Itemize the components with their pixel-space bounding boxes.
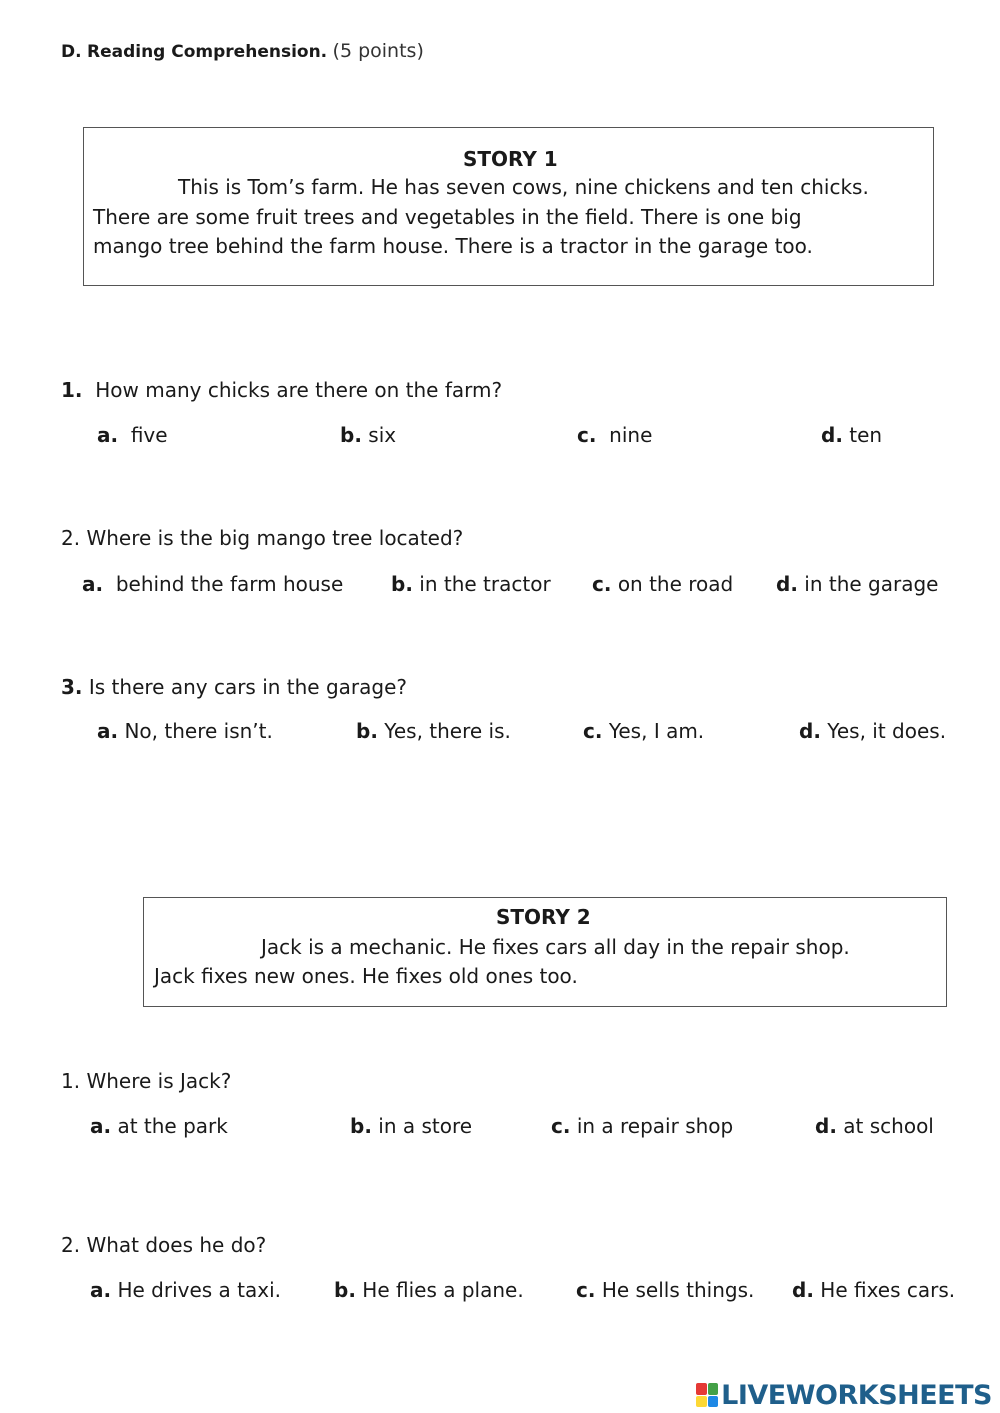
question-text: Where is the big mango tree located? [86, 526, 464, 550]
option-s2q1-a[interactable] [90, 1114, 228, 1138]
option-s2q2-a[interactable] [90, 1278, 281, 1302]
section-header [61, 40, 424, 62]
option-s1q2-b[interactable] [391, 572, 551, 596]
option-s1q2-c[interactable] [592, 572, 733, 596]
option-text: Yes, I am. [608, 719, 705, 743]
story-2-line: Jack is a mechanic. He fixes cars all day in the repair shop. [261, 935, 850, 959]
logo-icon [696, 1383, 718, 1407]
option-s1q3-d[interactable] [799, 719, 946, 743]
option-letter: c. [576, 1278, 596, 1302]
logo-square [708, 1383, 719, 1395]
option-s1q3-c[interactable] [583, 719, 704, 743]
question-text: Where is Jack? [86, 1069, 232, 1093]
option-letter: b. [356, 719, 378, 743]
option-text: No, there isn’t. [124, 719, 273, 743]
option-letter: a. [97, 423, 119, 447]
option-text: ten [849, 423, 883, 447]
option-text: He fixes cars. [820, 1278, 956, 1302]
option-letter: b. [340, 423, 362, 447]
option-letter: a. [82, 572, 104, 596]
story-1-line: This is Tom’s farm. He has seven cows, nine chickens and ten chicks. [178, 175, 869, 199]
option-s1q3-b[interactable] [356, 719, 511, 743]
option-s2q1-d[interactable] [815, 1114, 934, 1138]
logo-square [696, 1383, 707, 1395]
story-2-line: Jack fixes new ones. He fixes old ones too. [154, 964, 578, 988]
question-number: 2. [61, 526, 81, 550]
section-points: (5 points) [332, 40, 424, 62]
option-letter: a. [90, 1114, 112, 1138]
option-letter: b. [391, 572, 413, 596]
option-s2q2-c[interactable] [576, 1278, 754, 1302]
story-1-line: mango tree behind the farm house. There is a tractor in the garage too. [93, 234, 813, 258]
option-letter: d. [776, 572, 798, 596]
option-letter: d. [815, 1114, 837, 1138]
option-text: in a store [378, 1114, 473, 1138]
liveworksheets-logo[interactable] [696, 1381, 992, 1409]
option-s2q1-c[interactable] [551, 1114, 733, 1138]
question-number: 1. [61, 1069, 81, 1093]
question-number: 3. [61, 675, 83, 699]
logo-square [696, 1396, 707, 1408]
option-text: He flies a plane. [362, 1278, 524, 1302]
option-s2q2-d[interactable] [792, 1278, 955, 1302]
option-letter: c. [577, 423, 597, 447]
option-letter: b. [350, 1114, 372, 1138]
question-s1-3 [61, 675, 407, 699]
option-text: five [130, 423, 168, 447]
question-text: How many chicks are there on the farm? [95, 378, 503, 402]
option-s1q1-a[interactable] [97, 423, 168, 447]
option-text: nine [609, 423, 653, 447]
option-letter: c. [551, 1114, 571, 1138]
question-s2-2 [61, 1233, 266, 1257]
option-s1q3-a[interactable] [97, 719, 273, 743]
option-letter: d. [799, 719, 821, 743]
option-text: behind the farm house [115, 572, 344, 596]
option-letter: d. [821, 423, 843, 447]
section-letter: D. [61, 42, 82, 62]
option-text: in the garage [804, 572, 939, 596]
option-letter: a. [97, 719, 119, 743]
option-letter: c. [583, 719, 603, 743]
section-title: Reading Comprehension. [86, 42, 328, 62]
option-letter: c. [592, 572, 612, 596]
option-letter: a. [90, 1278, 112, 1302]
option-s2q1-b[interactable] [350, 1114, 472, 1138]
option-text: at the park [117, 1114, 228, 1138]
option-s1q1-d[interactable] [821, 423, 882, 447]
logo-text: LIVEWORKSHEETS [721, 1379, 992, 1411]
option-letter: b. [334, 1278, 356, 1302]
option-text: in a repair shop [576, 1114, 734, 1138]
question-number: 2. [61, 1233, 81, 1257]
option-s2q2-b[interactable] [334, 1278, 524, 1302]
option-text: Yes, there is. [384, 719, 511, 743]
story-1-line: There are some fruit trees and vegetables in the field. There is one big [93, 205, 802, 229]
option-text: on the road [617, 572, 734, 596]
option-text: He sells things. [601, 1278, 755, 1302]
logo-square [708, 1396, 719, 1408]
option-text: Yes, it does. [827, 719, 947, 743]
question-s2-1 [61, 1069, 231, 1093]
option-letter: d. [792, 1278, 814, 1302]
option-text: at school [843, 1114, 934, 1138]
question-number: 1. [61, 378, 83, 402]
option-text: in the tractor [419, 572, 551, 596]
option-s1q1-b[interactable] [340, 423, 396, 447]
story-2-title: STORY 2 [496, 905, 591, 929]
option-s1q2-d[interactable] [776, 572, 938, 596]
question-text: Is there any cars in the garage? [88, 675, 408, 699]
question-s1-2 [61, 526, 463, 550]
option-text: He drives a taxi. [117, 1278, 282, 1302]
option-text: six [368, 423, 397, 447]
story-1-title: STORY 1 [463, 147, 558, 171]
question-text: What does he do? [86, 1233, 267, 1257]
option-s1q1-c[interactable] [577, 423, 652, 447]
option-s1q2-a[interactable] [82, 572, 343, 596]
question-s1-1 [61, 378, 502, 402]
